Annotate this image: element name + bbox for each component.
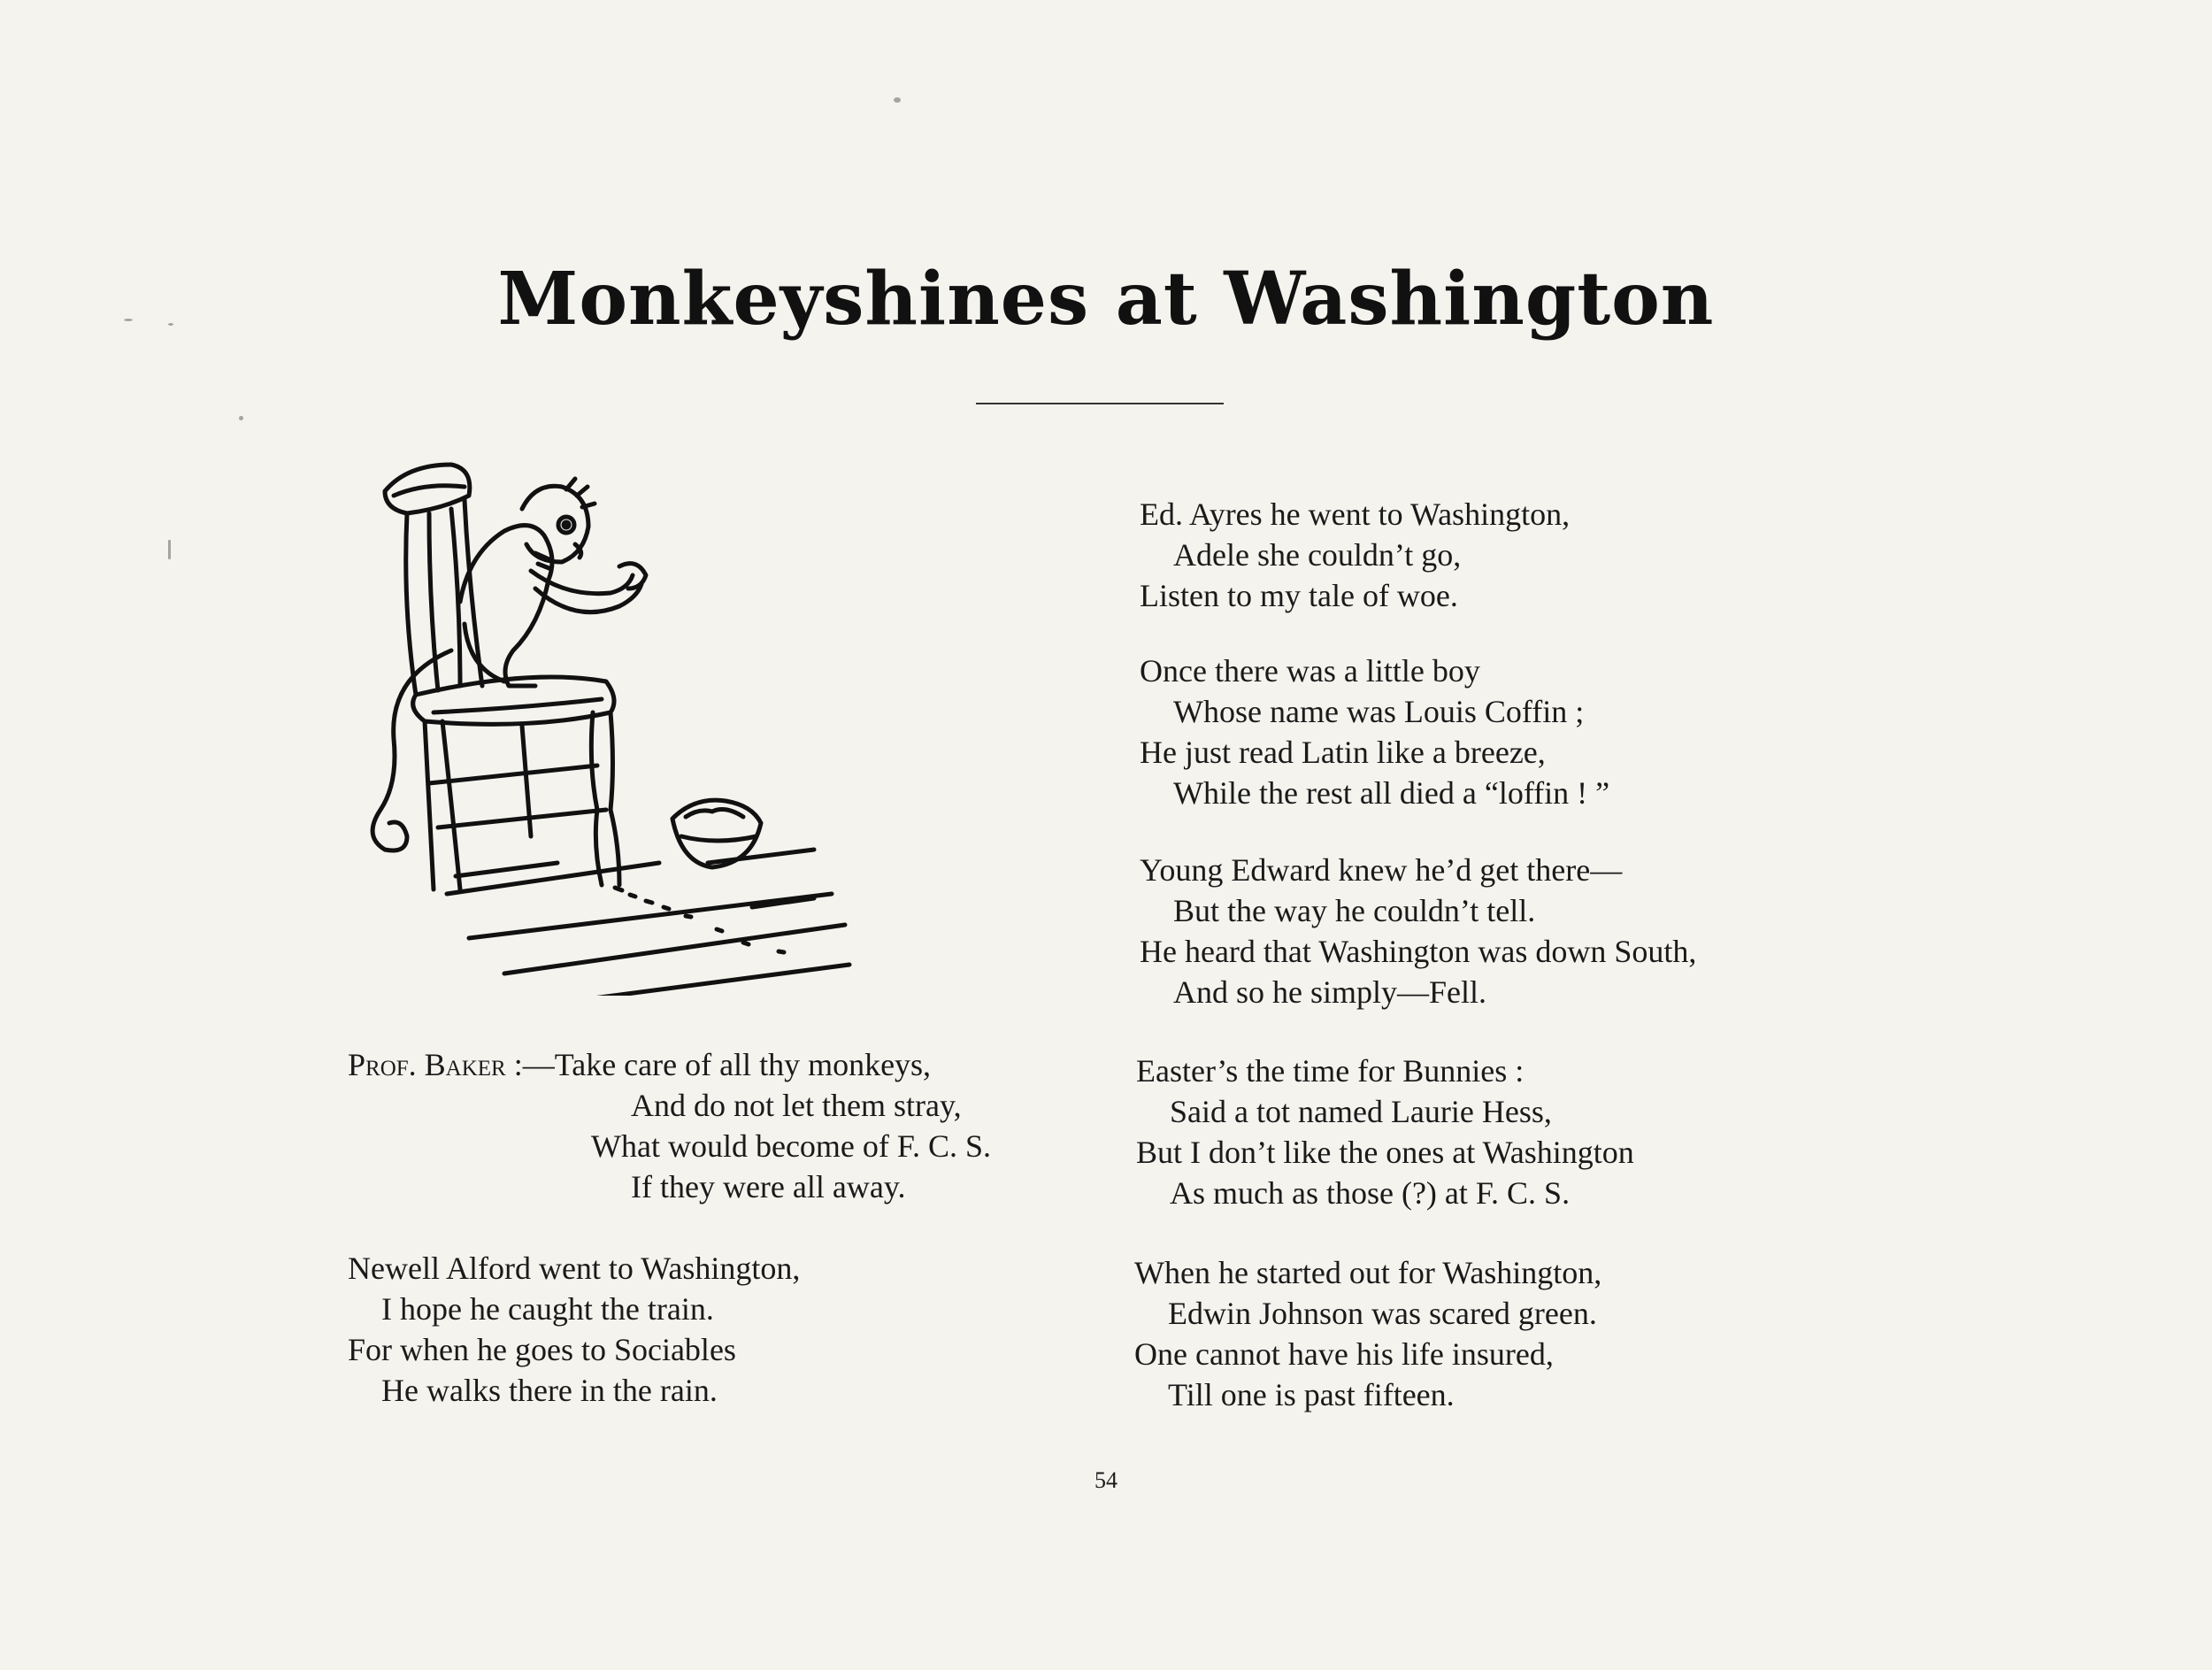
stanza-coffin — [1140, 650, 1609, 813]
poem-line: But the way he couldn’t tell. — [1173, 893, 1536, 928]
stanza-alford — [348, 1248, 800, 1411]
poem-line: And so he simply—Fell. — [1173, 974, 1487, 1010]
poem-line: As much as those (?) at F. C. S. — [1170, 1175, 1571, 1211]
poem-line — [348, 1044, 991, 1085]
page-title: Monkeyshines at Washington — [497, 257, 1715, 342]
title-divider — [976, 403, 1224, 404]
stanza-hess — [1136, 1050, 1634, 1213]
speaker-name: Prof. Baker : — [348, 1047, 523, 1082]
poem-line: Till one is past fifteen. — [1168, 1377, 1455, 1412]
stanza-edward — [1140, 850, 1696, 1012]
monkey-on-chair-icon — [354, 447, 876, 996]
poem-line: Ed. Ayres he went to Washington, — [1140, 496, 1571, 532]
poem-line: Adele she couldn’t go, — [1173, 537, 1462, 573]
speck — [168, 540, 171, 559]
poem-line: He just read Latin like a breeze, — [1140, 735, 1546, 770]
speck — [239, 416, 243, 420]
poem-line: Newell Alford went to Washington, — [348, 1251, 801, 1286]
stanza-ayres — [1140, 494, 1570, 616]
page-number: 54 — [1094, 1467, 1118, 1493]
poem-line: He walks there in the rain. — [381, 1373, 718, 1408]
stanza-johnson — [1134, 1252, 1601, 1415]
poem-line: I hope he caught the train. — [381, 1291, 714, 1327]
poem-line: But I don’t like the ones at Washington — [1136, 1135, 1634, 1170]
poem-line-text: —Take care of all thy monkeys, — [522, 1047, 932, 1082]
poem-line: If they were all away. — [631, 1169, 906, 1204]
poem-line: For when he goes to Sociables — [348, 1332, 736, 1367]
poem-line: While the rest all died a “loffin ! ” — [1173, 775, 1610, 811]
poem-line: When he started out for Washington, — [1134, 1255, 1602, 1290]
poem-line: Easter’s the time for Bunnies : — [1136, 1053, 1525, 1089]
poem-line: Listen to my tale of woe. — [1140, 578, 1458, 613]
poem-line: What would become of F. C. S. — [591, 1128, 992, 1164]
poem-line: One cannot have his life insured, — [1134, 1336, 1554, 1372]
speck — [894, 97, 901, 103]
poem-line: Whose name was Louis Coffin ; — [1173, 694, 1585, 729]
poem-line: Edwin Johnson was scared green. — [1168, 1296, 1597, 1331]
poem-line: Once there was a little boy — [1140, 653, 1480, 689]
poem-line: Said a tot named Laurie Hess, — [1170, 1094, 1552, 1129]
stanza-prof-baker — [348, 1044, 991, 1207]
poem-line: And do not let them stray, — [631, 1088, 962, 1123]
poem-line: Young Edward knew he’d get there— — [1140, 852, 1623, 888]
poem-line: He heard that Washington was down South, — [1140, 934, 1697, 969]
